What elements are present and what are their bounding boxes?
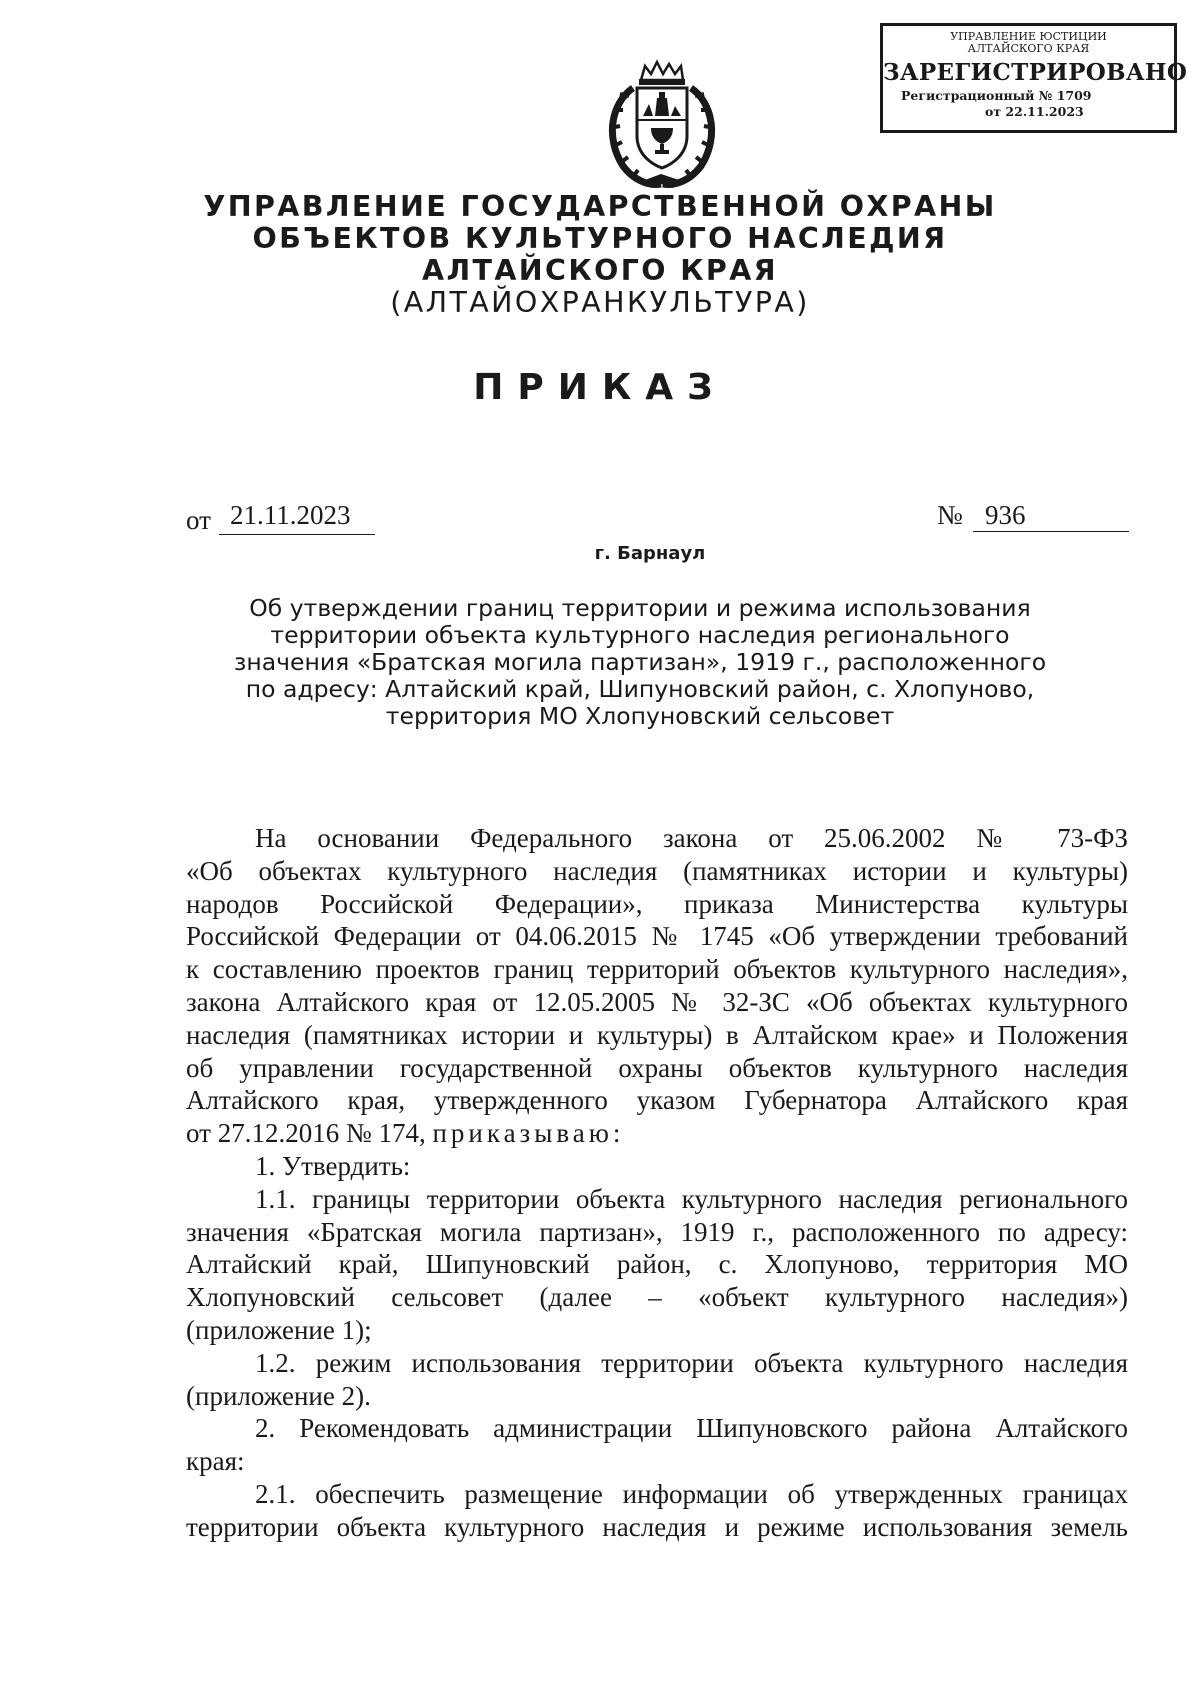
item-2-1-line: 2.1. обеспечить размещение информации об утвержденных границах: [255, 1478, 1128, 1509]
date-underline: [219, 534, 375, 535]
item-2-1-line: территории объекта культурного наследия и режиме использования земель: [186, 1511, 1128, 1542]
subject-line: значения «Братская могила партизан», 1919 г., расположенного: [233, 648, 1047, 676]
item-1-1-line: Хлопуновский сельсовет (далее – «объект культурного наследия»): [186, 1282, 1128, 1313]
body-line: Алтайского края, утвержденного указом Губернатора Алтайского края: [186, 1085, 1128, 1116]
subject-line: Об утверждении границ территории и режима использования: [249, 594, 1031, 622]
stamp-status: ЗАРЕГИСТРИРОВАНО: [883, 59, 1188, 86]
stamp-line1: УПРАВЛЕНИЕ ЮСТИЦИИ: [950, 30, 1107, 43]
document-subject: [200, 595, 1080, 730]
body-line-text: от 27.12.2016 № 174,: [186, 1118, 426, 1149]
item-1-1-line: 1.1. границы территории объекта культурного наследия регионального: [255, 1183, 1128, 1214]
document-type: ПРИКАЗ: [473, 367, 727, 408]
item-2-line: края:: [186, 1446, 245, 1477]
number-prefix: №: [937, 500, 963, 530]
body-line: закона Алтайского края от 12.05.2005 № 32-ЗС «Об объектах культурного: [186, 986, 1128, 1017]
subject-line: по адресу: Алтайский край, Шипуновский район, с. Хлопуново,: [245, 675, 1035, 703]
item-1-1-line: значения «Братская могила партизан», 1919 г., расположенного по адресу:: [186, 1216, 1128, 1247]
item-1-1-line: (приложение 1);: [186, 1314, 372, 1345]
date-prefix: от: [186, 505, 211, 535]
document-body: [186, 822, 1128, 1544]
coat-of-arms-icon: [593, 58, 729, 191]
stamp-reg-number: Регистрационный № 1709: [901, 88, 1092, 103]
document-number: 936: [985, 500, 1026, 530]
subject-line: территории объекта культурного наследия регионального: [270, 621, 1010, 649]
org-name-line3: АЛТАЙСКОГО КРАЯ: [421, 254, 778, 287]
item-2-line: 2. Рекомендовать администрации Шипуновского района Алтайского: [255, 1413, 1128, 1444]
body-line-last: [186, 1117, 1128, 1150]
registration-stamp: [880, 23, 1188, 133]
city: г. Барнаул: [594, 543, 706, 564]
body-line: наследия (памятниках истории и культуры) в Алтайском крае» и Положения: [186, 1019, 1128, 1050]
item-1-2-line: (приложение 2).: [186, 1380, 371, 1411]
stamp-reg-date: от 22.11.2023: [985, 104, 1084, 119]
body-line: народов Российской Федерации», приказа Министерства культуры: [186, 888, 1128, 919]
body-line: «Об объектах культурного наследия (памятниках истории и культуры): [186, 855, 1128, 886]
body-line: На основании Федерального закона от 25.06.2002 № 73-ФЗ: [255, 823, 1128, 853]
body-line: Российской Федерации от 04.06.2015 № 1745 «Об утверждении требований: [186, 921, 1128, 952]
org-name-line1: УПРАВЛЕНИЕ ГОСУДАРСТВЕННОЙ ОХРАНЫ: [203, 190, 997, 223]
org-name-line2: ОБЪЕКТОВ КУЛЬТУРНОГО НАСЛЕДИЯ: [252, 222, 948, 255]
org-short-name: (АЛТАЙОХРАНКУЛЬТУРА): [390, 286, 810, 319]
body-line: об управлении государственной охраны объектов культурного наследия: [186, 1052, 1128, 1083]
item-1-2-line: 1.2. режим использования территории объекта культурного наследия: [255, 1347, 1128, 1378]
item-1: 1. Утвердить:: [255, 1150, 411, 1181]
document-date: 21.11.2023: [230, 500, 351, 530]
stamp-line2: АЛТАЙСКОГО КРАЯ: [967, 42, 1090, 55]
number-underline: [973, 531, 1129, 532]
order-word: приказываю:: [432, 1118, 625, 1149]
body-line: к составлению проектов границ территорий объектов культурного наследия»,: [186, 954, 1128, 985]
item-1-1-line: Алтайский край, Шипуновский район, с. Хлопуново, территория МО: [186, 1249, 1128, 1280]
subject-line: территория МО Хлопуновский сельсовет: [385, 702, 895, 730]
